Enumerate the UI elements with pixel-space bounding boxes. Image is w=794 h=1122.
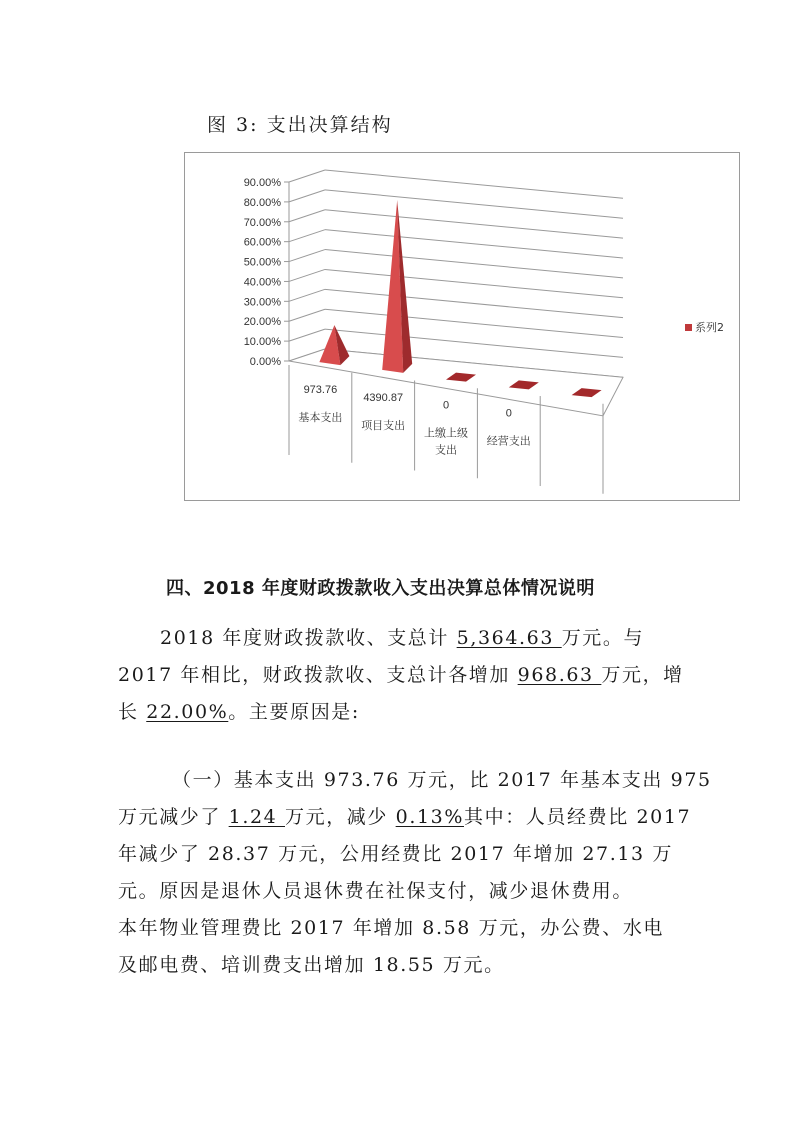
gridline-depth xyxy=(289,289,325,301)
y-tick-label: 60.00% xyxy=(243,236,281,249)
y-tick-label: 20.00% xyxy=(243,316,281,329)
paragraph-line: 年减少了 28.37 万元，公用经费比 2017 年增加 27.13 万 xyxy=(118,843,673,865)
paragraph-line xyxy=(160,620,660,657)
total-amount: 5,364.63 xyxy=(456,627,562,649)
category-label: 上缴上级 xyxy=(424,426,468,440)
y-tick-label: 30.00% xyxy=(243,296,281,309)
paragraph-line: （一）基本支出 973.76 万元，比 2017 年基本支出 975 xyxy=(172,769,712,791)
gridline-depth xyxy=(289,309,325,321)
decrease-amount: 1.24 xyxy=(228,806,285,828)
text: 万元，增 xyxy=(601,664,684,686)
paragraph-line: 本年物业管理费比 2017 年增加 8.58 万元，办公费、水电 xyxy=(118,917,665,939)
legend-label: 系列2 xyxy=(695,321,724,334)
text: 2017 年相比，财政拨款收、支总计各增加 xyxy=(118,664,518,686)
category-label: 基本支出 xyxy=(298,411,343,424)
paragraph-line: 及邮电费、培训费支出增加 18.55 万元。 xyxy=(118,954,505,976)
gridline-depth xyxy=(289,210,325,222)
y-tick-label: 80.00% xyxy=(243,196,281,209)
decrease-rate: 0.13% xyxy=(395,806,464,828)
text: 万元，减少 xyxy=(285,806,396,828)
paragraph-basic-expenditure xyxy=(118,762,712,984)
category-label: 支出 xyxy=(435,443,457,457)
gridline-depth xyxy=(289,230,325,242)
gridline-depth xyxy=(289,190,325,202)
gridline-depth xyxy=(289,170,325,182)
gridline-depth xyxy=(289,269,325,281)
y-tick-label: 50.00% xyxy=(243,256,281,269)
growth-rate: 22.00% xyxy=(146,701,229,723)
y-tick-label: 10.00% xyxy=(243,336,281,349)
paragraph-line xyxy=(118,799,692,836)
y-tick-label: 0.00% xyxy=(249,356,281,368)
category-label: 项目支出 xyxy=(361,418,406,432)
y-tick-label: 90.00% xyxy=(243,177,281,189)
paragraph-line xyxy=(118,694,660,731)
y-tick-label: 40.00% xyxy=(243,276,281,289)
data-label: 0 xyxy=(505,407,512,420)
paragraph-line xyxy=(118,657,684,694)
expenditure-structure-chart xyxy=(184,152,740,501)
data-label: 4390.87 xyxy=(363,391,404,404)
text: 其中：人员经费比 2017 xyxy=(464,806,692,828)
paragraph-line: 元。原因是退休人员退休费在社保支付，减少退休费用。 xyxy=(118,880,634,902)
text: 。主要原因是: xyxy=(228,701,360,723)
pyramid-bar-front xyxy=(382,200,403,373)
figure-caption: 图 3: 支出决算结构 xyxy=(207,114,393,136)
text: 2018 年度财政拨款收、支总计 xyxy=(160,627,457,649)
category-label: 经营支出 xyxy=(486,434,531,448)
paragraph-overview xyxy=(118,620,684,731)
gridline-depth xyxy=(289,250,325,262)
text: 万元。与 xyxy=(561,627,645,649)
text: 长 xyxy=(118,701,147,723)
y-tick-label: 70.00% xyxy=(243,216,281,229)
legend-swatch xyxy=(685,324,692,331)
data-label: 973.76 xyxy=(303,384,338,396)
gridline-depth xyxy=(289,329,325,341)
text: 万元减少了 xyxy=(118,806,229,828)
data-label: 0 xyxy=(442,399,450,412)
increase-amount: 968.63 xyxy=(517,664,602,686)
chart-canvas xyxy=(185,153,741,502)
section-title: 四、2018 年度财政拨款收入支出决算总体情况说明 xyxy=(166,578,595,599)
